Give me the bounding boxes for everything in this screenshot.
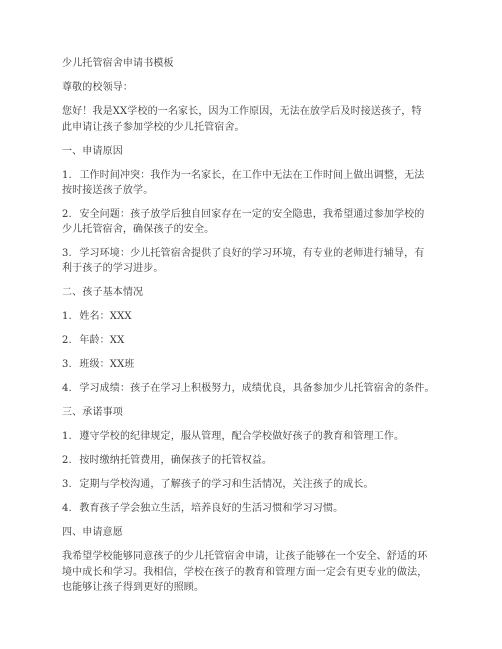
paragraph-line: 我希望学校能够同意孩子的少儿托管宿舍申请，让孩子能够在一个安全、舒适的环 [62,551,428,562]
section-heading-child-info: 二、孩子基本情况 [62,287,144,298]
list-item-text: 学习环境：少儿托管宿舍提供了良好的学习环境，有专业的老师进行辅导，有 [79,248,425,259]
list-item [62,502,343,516]
list-item-number: 4. [62,503,72,514]
intro-line-2: 此申请让孩子参加学校的少儿托管宿舍。 [62,122,245,133]
list-item-number: 3. [62,248,72,259]
list-item-text: 定期与学校沟通，了解孩子的学习和生活情况，关注孩子的成长。 [79,479,374,490]
list-item [62,334,124,348]
list-item-text: 教育孩子学会独立生活，培养良好的生活习惯和学习习惯。 [79,503,344,514]
paragraph-line: 境中成长和学习。我相信，学校在孩子的教育和管理方面一定会有更专业的做法， [62,567,428,578]
list-item-number: 2. [62,335,72,346]
intro-line-1: 您好！我是XX学校的一名家长，因为工作原因，无法在放学后及时接送孩子，特 [62,106,422,117]
list-item-text: 安全问题：孩子放学后独自回家存在一定的安全隐患，我希望通过参加学校的 [79,209,425,220]
list-item [62,310,132,324]
list-item-text: 姓名：XXX [79,311,132,322]
list-item [62,247,424,261]
list-item [62,169,424,183]
list-item-text: 遵守学校的纪律规定，服从管理，配合学校做好孩子的教育和管理工作。 [79,431,405,442]
document-title: 少儿托管宿舍申请书模板 [62,58,174,69]
list-item-text: 学习成绩：孩子在学习上积极努力，成绩优良，具备参加少儿托管宿舍的条件。 [79,383,435,394]
section-heading-commitments: 三、承诺事项 [62,407,123,418]
list-item [62,358,134,372]
list-item-text: 班级：XX班 [79,359,135,370]
list-item [62,454,272,468]
list-item [62,478,374,492]
section-heading-reasons: 一、申请原因 [62,146,123,157]
list-item-continuation: 少儿托管宿舍，确保孩子的安全。 [62,224,215,235]
list-item-continuation: 利于孩子的学习进步。 [62,263,164,274]
paragraph-line: 也能够让孩子得到更好的照顾。 [62,582,205,593]
list-item-text: 按时缴纳托管费用，确保孩子的托管权益。 [79,455,273,466]
list-item-number: 3. [62,359,72,370]
list-item-number: 1. [62,311,72,322]
list-item-number: 4. [62,383,72,394]
list-item-number: 1. [62,170,72,181]
section-heading-intent: 四、申请意愿 [62,527,123,538]
list-item [62,430,404,444]
list-item-number: 1. [62,431,72,442]
list-item [62,382,435,396]
list-item-number: 3. [62,479,72,490]
list-item-number: 2. [62,209,72,220]
list-item-text: 工作时间冲突：我作为一名家长，在工作中无法在工作时间上做出调整，无法 [79,170,425,181]
salutation: 尊敬的校领导： [62,82,134,93]
list-item-text: 年龄：XX [79,335,125,346]
list-item-continuation: 按时接送孩子放学。 [62,185,154,196]
list-item [62,208,424,222]
list-item-number: 2. [62,455,72,466]
